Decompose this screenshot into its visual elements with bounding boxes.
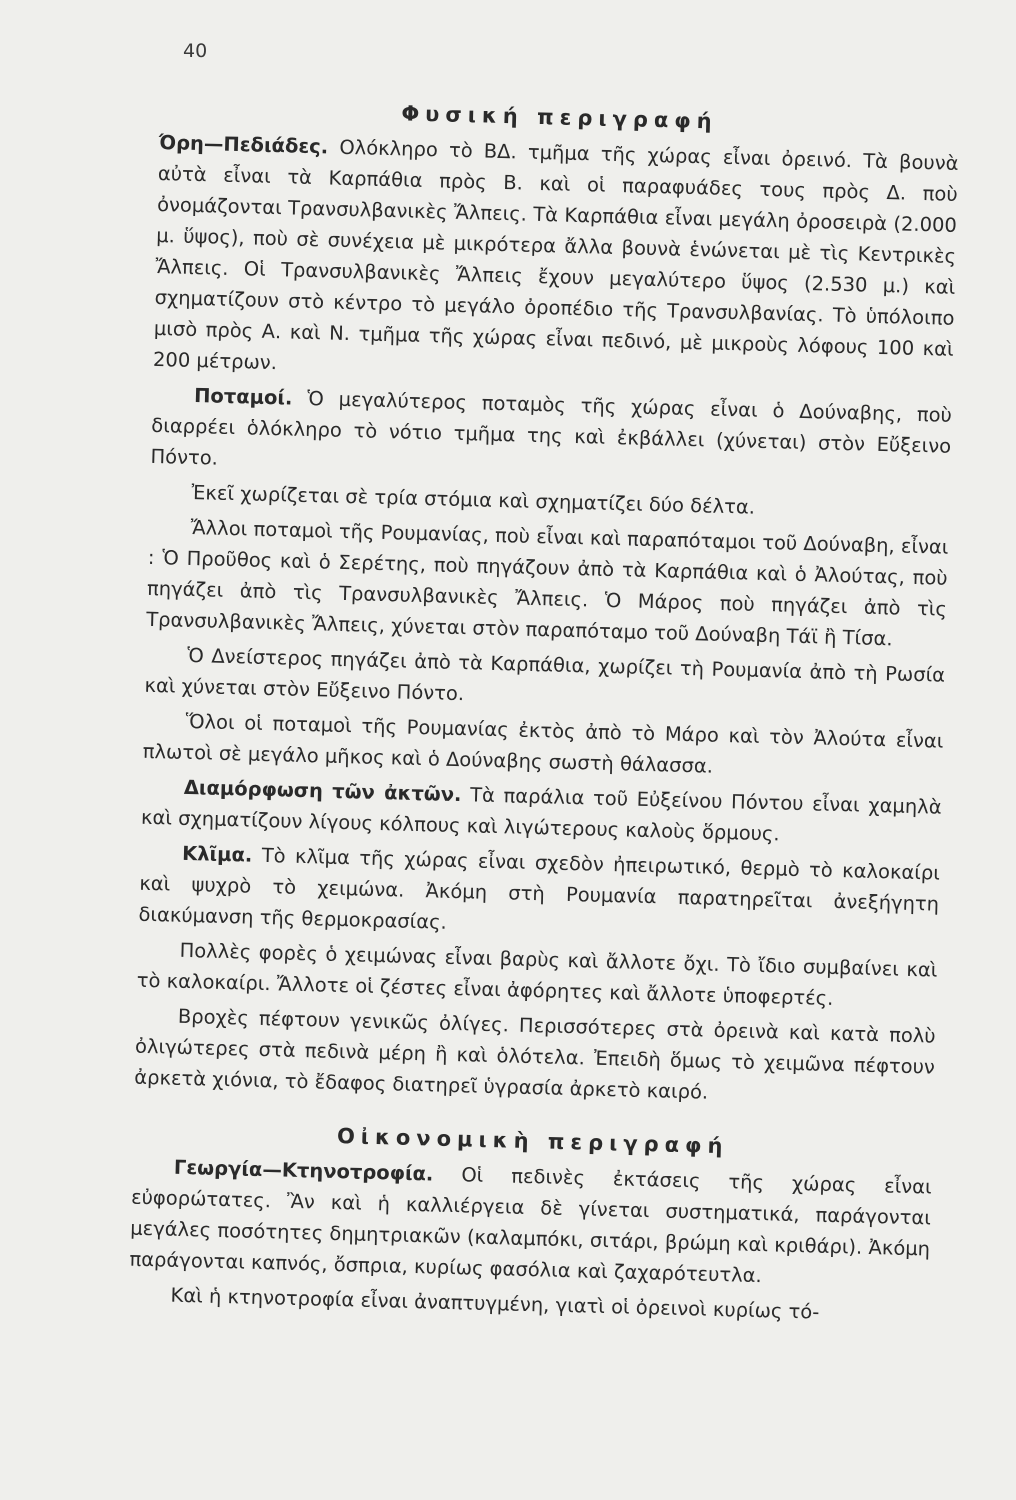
paragraph-text: Ολόκληρο τὸ ΒΔ. τμῆμα τῆς χώρας εἶναι ὀρεινό. Τὰ βουνὰ αὐτὰ εἶναι τὰ Καρπάθια πρὸς Β. καὶ οἱ παραφυάδες τους πρὸς Δ. ποὺ ὀνομάζονται Τρανσυλβανικὲς Ἄλπεις. Τὰ Καρπάθια εἶναι μεγάλη ὀροσειρὰ (2.000 μ. ὕψος), ποὺ σὲ συνέχεια μὲ μικρότερα ἄλλα βουνὰ ἑνώνεται μὲ τὶς Κεντρικὲς Ἄλπεις. Οἱ Τρανσυλβανικὲς Ἄλπεις ἔχουν μεγαλύτερο ὕψος (2.530 μ.) καὶ σχηματίζουν στὸ κέντρο τὸ μεγάλο ὀροπέδιο τῆς Τρανσυλβανίας. Τὸ ὑπόλοιπο μισὸ πρὸς Α. καὶ Ν. τμῆμα τῆς χώρας εἶναι πεδινό, μὲ μικροὺς λόφους 100 καὶ 200 μέτρων. bbox=[152, 135, 959, 375]
paragraph-text: Ὁ Δνείστερος πηγάζει ἀπὸ τὰ Καρπάθια, χωρίζει τὴ Ρουμανία ἀπὸ τὴ Ρωσία καὶ χύνεται στὸν Εὔξεινο Πόντο. bbox=[144, 643, 946, 706]
paragraph-tributaries bbox=[146, 511, 949, 656]
paragraph-agriculture bbox=[129, 1151, 932, 1296]
paragraph-text: Οἱ πεδινὲς ἐκτάσεις τῆς χώρας εἶναι εὐφορώτατες. Ἂν καὶ ἡ καλλιέργεια δὲ γίνεται συστηματικά, παράγονται μεγάλες ποσότητες δημητριακῶν (καλαμπόκι, σιτάρι, βρώμη καὶ κριθάρι). Ἀκόμη παράγονται καπνός, ὄσπρια, κυρίως φασόλια καὶ ζαχαρότευτλα. bbox=[129, 1162, 932, 1288]
paragraph-text: Ὅλοι οἱ ποταμοὶ τῆς Ρουμανίας ἐκτὸς ἀπὸ τὸ Μάρο καὶ τὸν Ἀλούτα εἶναι πλωτοὶ σὲ μεγάλο μῆκος καὶ ὁ Δούναβης σωστὴ θάλασσα. bbox=[142, 709, 944, 778]
paragraph-text: Τὰ παράλια τοῦ Εὐξείνου Πόντου εἶναι χαμηλὰ καὶ σχηματίζουν λίγους κόλπους καὶ λιγώτερους καλοὺς ὅρμους. bbox=[140, 783, 942, 846]
paragraph-text: Καὶ ἡ κτηνοτροφία εἶναι ἀναπτυγμένη, γιατὶ οἱ ὀρεινοὶ κυρίως τό- bbox=[170, 1283, 820, 1324]
paragraph-text: Τὸ κλῖμα τῆς χώρας εἶναι σχεδὸν ἠπειρωτικό, θερμὸ τὸ καλοκαίρι καὶ ψυχρὸ τὸ χειμώνα. Ἀκόμη στὴ Ρουμανία παρατηρεῖται ἀνεξήγητη διακύμανση τῆς θερμοκρασίας. bbox=[138, 843, 941, 934]
paragraph-mountains bbox=[153, 127, 959, 396]
paragraph-text: Ἄλλοι ποταμοὶ τῆς Ρουμανίας, ποὺ εἶναι καὶ παραπόταμοι τοῦ Δούναβη, εἶναι : Ὁ Προῦθος καὶ ὁ Σερέτης, ποὺ πηγάζουν ἀπὸ τὰ Καρπάθια καὶ ὁ Ἀλούτας, ποὺ πηγάζει ἀπὸ τὶς Τρανσυλβανικὲς Ἄλπεις. Ὁ Μάρος ποὺ πηγάζει ἀπὸ τὶς Τρανσυλβανικὲς Ἄλπεις, χύνεται στὸν παραπόταμο τοῦ Δούναβη Τάϊ ἢ Τίσα. bbox=[145, 515, 949, 651]
paragraph-lead: Ποταμοί. bbox=[193, 384, 293, 410]
paragraph-lead: Όρη—Πεδιάδες. bbox=[158, 130, 329, 159]
paragraph-lead: Γεωργία—Κτηνοτροφία. bbox=[173, 1155, 434, 1186]
paragraph-lead: Διαμόρφωση τῶν ἀκτῶν. bbox=[183, 775, 462, 807]
paragraph-lead: Κλῖμα. bbox=[181, 841, 253, 867]
paragraph-text: Ἐκεῖ χωρίζεται σὲ τρία στόμια καὶ σχηματίζει δύο δέλτα. bbox=[191, 480, 756, 519]
paragraph-rivers bbox=[150, 379, 952, 493]
paragraph-text: Βροχὲς πέφτουν γενικῶς ὀλίγες. Περισσότερες στὰ ὀρεινὰ καὶ κατὰ πολὺ ὀλιγώτερες στὰ πεδινὰ μέρη ἢ καὶ ὁλότελα. Ἐπειδὴ ὅμως τὸ χειμῶνα πέφτουν ἀρκετὰ χιόνια, τὸ ἔδαφος διατηρεῖ ὑγρασία ἀρκετὸ καιρό. bbox=[133, 1004, 936, 1104]
paragraph-text: Πολλὲς φορὲς ὁ χειμώνας εἶναι βαρὺς καὶ ἄλλοτε ὄχι. Τὸ ἴδιο συμβαίνει καὶ τὸ καλοκαίρι. Ἄλλοτε οἱ ζέστες εἶναι ἀφόρητες καὶ ἄλλοτε ὑποφερτές. bbox=[136, 938, 938, 1010]
page-number: 40 bbox=[183, 40, 208, 62]
paragraph-rain bbox=[134, 1000, 936, 1114]
page-body bbox=[128, 95, 960, 1335]
section-heading-physical: Φυσική περιγραφή bbox=[401, 101, 719, 134]
section-heading-economic: Οἰκονομικὴ περιγραφή bbox=[336, 1123, 729, 1159]
paragraph-text: Ὁ μεγαλύτερος ποταμὸς τῆς χώρας εἶναι ὁ Δούναβης, ποὺ διαρρέει ὁλόκληρο τὸ νότιο τμῆμα της καὶ ἐκβάλλει (χύνεται) στὸν Εὔξεινο Πόντο. bbox=[150, 386, 953, 470]
paragraph-climate bbox=[138, 837, 940, 951]
